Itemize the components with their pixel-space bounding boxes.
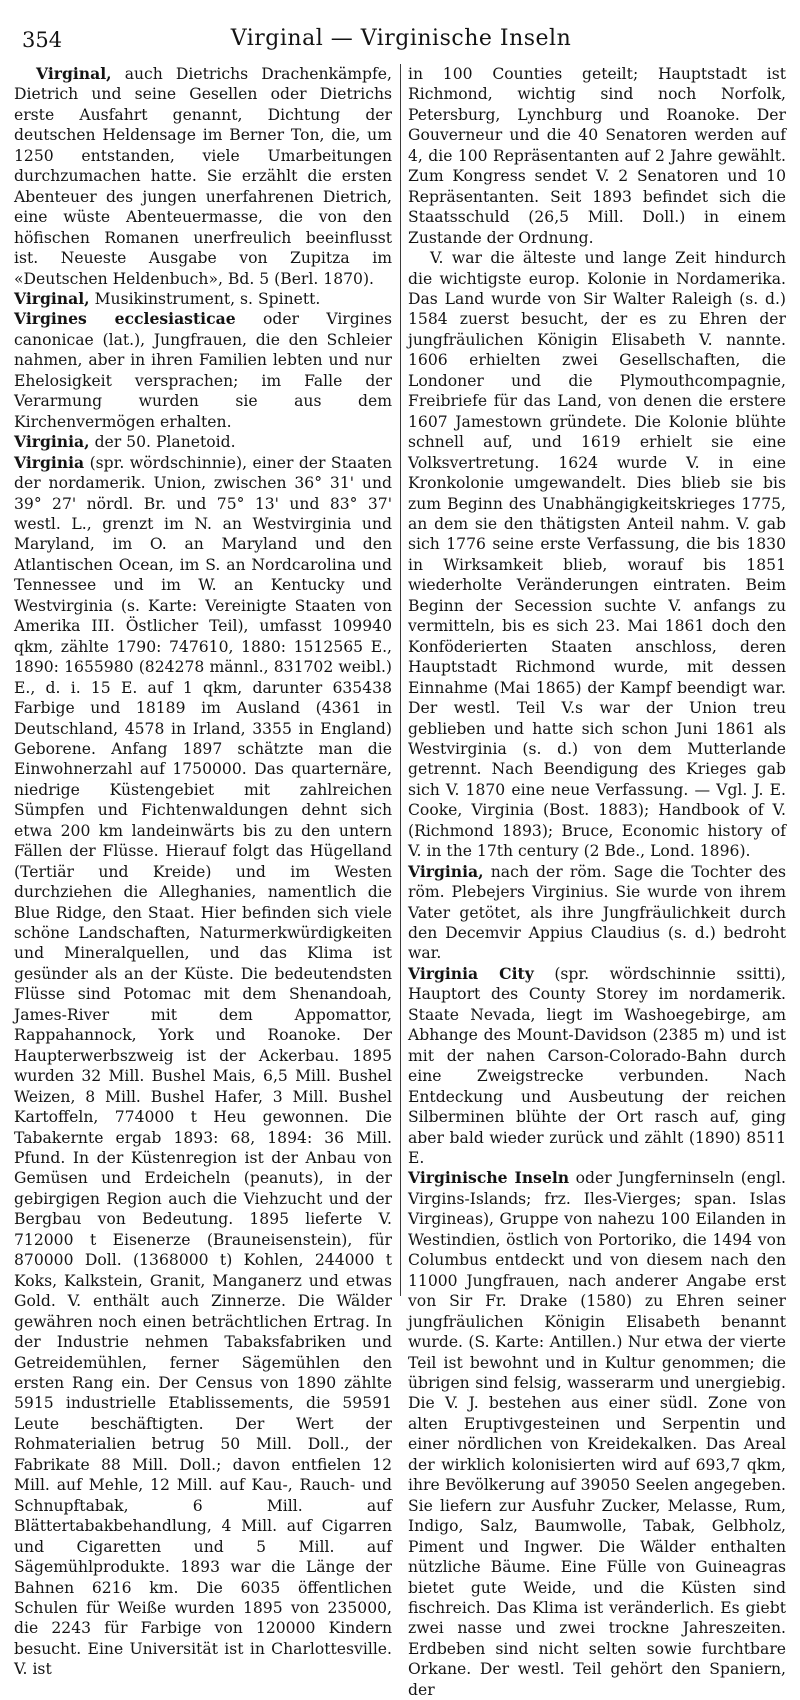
entry-virginia-history — [408, 248, 786, 862]
entry-virginia-city — [408, 964, 786, 1169]
entry-text: oder Jungferninseln (engl. Virgins-Islands; frz. Iles-Vierges; span. Islas Virgineas), Gruppe von nahezu 100 Eilanden in Westindien, östlich von Portoriko, die 1494 von Columbus entdeckt und von diesem nach den 11000 Jungfrauen, nach anderer Angabe erst von Sir Fr. Drake (1580) zu Ehren seiner jungfräulichen Königin Elisabeth benannt wurde. (S. Karte: Antillen.) Nur etwa der vierte Teil ist bewohnt und in Kultur genommen; die übrigen sind felsig, wasserarm und unergiebig. Die V. J. bestehen aus einer südl. Zone von alten Eruptivgesteinen und Serpentin und einer nördlichen von Kreidekalken. Das Areal der wirklich kolonisierten wird auf 693,7 qkm, ihre Bevölkerung auf 39050 Seelen angegeben. Sie liefern zur Ausfuhr Zucker, Melasse, Rum, Indigo, Salz, Baumwolle, Tabak, Gelbholz, Piment und Ingwer. Die Wälder enthalten nützliche Bäume. Eine Fülle von Guineagras bietet gute Weide, und die Küsten sind fischreich. Das Klima ist veränderlich. Es giebt zwei nasse und zwei trockne Jahreszeiten. Erdbeben sind nicht selten sowie furchtbare Orkane. Der westl. Teil gehört den Spaniern, der — [408, 1169, 786, 1699]
left-column — [14, 64, 392, 1679]
entry-virginal-epic — [14, 64, 392, 289]
entry-text: (spr. wördschinnie ssitti), Hauptort des County Storey im nordamerik. Staate Nevada, liegt im Washoegebirge, am Abhange des Mount-Davidson (2385 m) und ist mit der nahen Carson-Colorado-Bahn durch eine Zweigstrecke verbunden. Nach Entdeckung und Ausbeutung der reichen Silberminen blühte der Ort rasch auf, ging aber bald wieder zurück und zählt (1890) 8511 E. — [408, 964, 786, 1168]
entry-text: oder Virgines canonicae (lat.), Jungfrauen, die den Schleier nahmen, aber in ihren Familien lebten und nur Ehelosigkeit versprachen; im Falle der Verarmung wurden sie aus dem Kirchenvermögen erhalten. — [14, 310, 392, 431]
entry-virginia-state — [14, 453, 392, 1680]
entry-text: der 50. Planetoid. — [94, 433, 236, 452]
page-header — [16, 22, 786, 56]
entry-headword: Virginal, — [36, 64, 112, 83]
entry-headword: Virginische Inseln — [408, 1168, 570, 1188]
entry-headword: Virginia City — [408, 963, 534, 983]
entry-virginal-instrument — [14, 289, 392, 309]
entry-text: Musikinstrument, s. Spinett. — [94, 289, 321, 308]
entry-virginia-state-continued — [408, 64, 786, 248]
entry-virginia-legend — [408, 862, 786, 964]
entry-text: V. war die älteste und lange Zeit hindurch die wichtigste europ. Kolonie in Nordamerika. Das Land wurde von Sir Walter Raleigh (s. d.) 1584 zuerst besucht, der es zu Ehren der jungfräulichen Königin Elisabeth V. nannte. 1606 erhielten zwei Gesellschaften, die Londoner und die Plymouthcompagnie, Freibriefe für das Land, von denen die erstere 1607 Jamestown gründete. Die Kolonie blühte schnell auf, und 1619 erhielt sie eine Volksvertretung. 1624 wurde V. in eine Kronkolonie umgewandelt. Dies blieb sie bis zum Beginn des Unabhängigkeitskrieges 1775, an dem sie den thätigsten Anteil nahm. V. gab sich 1776 seine erste Verfassung, die bis 1830 in Wirksamkeit blieb, worauf bis 1851 wiederholte Veränderungen eintraten. Beim Beginn der Secession suchte V. anfangs zu vermitteln, bis es sich 23. Mai 1861 doch den Konföderierten Staaten anschloss, deren Hauptstadt Richmond wurde, mit dessen Einnahme (Mai 1865) der Kampf beendigt war. Der westl. Teil V.s war der Union treu geblieben und hatte sich schon Juni 1861 als Westvirginia (s. d.) von dem Mutterlande getrennt. Nach Beendigung des Krieges gab sich V. 1870 eine neue Verfassung. — Vgl. J. E. Cooke, Virginia (Bost. 1883); Handbook of V. (Richmond 1893); Bruce, Economic history of V. in the 17th century (2 Bde., Lond. 1896). — [408, 249, 786, 861]
entry-text: nach der röm. Sage die Tochter des röm. Plebejers Virginius. Sie wurde von ihrem Vater getötet, als ihre Jungfräulichkeit durch den Decemvir Appius Claudius (s. d.) bedroht war. — [408, 862, 786, 963]
entry-headword: Virgines ecclesiasticae — [14, 309, 236, 329]
entry-headword: Virginia, — [408, 861, 484, 881]
entry-text: in 100 Counties geteilt; Hauptstadt ist Richmond, wichtig sind noch Norfolk, Petersburg, Lynchburg und Roanoke. Der Gouverneur und die 40 Senatoren werden auf 4, die 100 Repräsentanten auf 2 Jahre gewählt. Zum Kongress sendet V. 2 Senatoren und 10 Repräsentanten. Seit 1893 befindet sich die Staatsschuld (26,5 Mill. Doll.) in einem Zustande der Ordnung. — [408, 65, 786, 247]
entry-headword: Virginal, — [14, 288, 90, 308]
column-divider — [400, 64, 401, 1296]
entry-headword: Virginia — [14, 452, 85, 472]
entry-text: auch Dietrichs Drachenkämpfe, Dietrich und seine Gesellen oder Dietrichs erste Ausfahrt genannt, Dichtung der deutschen Heldensage im Berner Ton, die, um 1250 entstanden, viele Umarbeitungen durchzumachen hatte. Sie erzählt die ersten Abenteuer des jungen unerfahrenen Dietrich, eine wüste Abenteuermasse, die von den höfischen Romanen unerfreulich beeinflusst ist. Neueste Ausgabe von Zupitza im «Deutschen Heldenbuch», Bd. 5 (Berl. 1870). — [14, 65, 392, 288]
right-column — [408, 64, 786, 1699]
entry-virginia-planetoid — [14, 432, 392, 452]
entry-virginische-inseln — [408, 1168, 786, 1700]
entry-text: (spr. wördschinnie), einer der Staaten der nordamerik. Union, zwischen 36° 31' und 39° 27' nördl. Br. und 75° 13' und 83° 37' westl. L., grenzt im N. an Westvirginia und Maryland, im O. an Maryland und den Atlantischen Ocean, im S. an Nordcarolina und Tennessee und im W. an Kentucky und Westvirginia (s. Karte: Vereinigte Staaten von Amerika III. Östlicher Teil), umfasst 109940 qkm, zählte 1790: 747610, 1880: 1512565 E., 1890: 1655980 (824278 männl., 831702 weibl.) E., d. i. 15 E. auf 1 qkm, darunter 635438 Farbige und 18189 im Ausland (4361 in Deutschland, 4578 in Irland, 3355 in England) Geborene. Anfang 1897 schätzte man die Einwohnerzahl auf 1750000. Das quarternäre, niedrige Küstengebiet mit zahlreichen Sümpfen und Fichtenwaldungen dehnt sich etwa 200 km landeinwärts bis zu den untern Fällen der Flüsse. Hierauf folgt das Hügelland (Tertiär und Kreide) und im Westen durchziehen die Alleghanies, namentlich die Blue Ridge, den Staat. Hier befinden sich viele schöne Landschaften, Naturmerkwürdigkeiten und Mineralquellen, und das Klima ist gesünder als an der Küste. Die bedeutendsten Flüsse sind Potomac mit dem Shenandoah, James-River mit dem Appomattor, Rappahannock, York und Roanoke. Der Haupterwerbszweig ist der Ackerbau. 1895 wurden 32 Mill. Bushel Mais, 6,5 Mill. Bushel Weizen, 8 Mill. Bushel Hafer, 3 Mill. Bushel Kartoffeln, 774000 t Heu gewonnen. Die Tabakernte ergab 1893: 68, 1894: 36 Mill. Pfund. In der Küstenregion ist der Anbau von Gemüsen und Erdeicheln (peanuts), in der gebirgigen Region auch die Viehzucht und der Bergbau von Bedeutung. 1895 lieferte V. 712000 t Eisenerze (Brauneisenstein), für 870000 Doll. (1368000 t) Kohlen, 244000 t Koks, Kalkstein, Granit, Manganerz und etwas Gold. V. enthält auch Zinnerze. Die Wälder gewähren noch einen beträchtlichen Ertrag. In der Industrie nehmen Tabaksfabriken und Getreidemühlen, ferner Sägemühlen den ersten Rang ein. Der Census von 1890 zählte 5915 industrielle Etablissements, die 59591 Leute beschäftigten. Der Wert der Rohmaterialien betrug 50 Mill. Doll., der Fabrikate 88 Mill. Doll.; davon entfielen 12 Mill. auf Mehle, 12 Mill. auf Kau-, Rauch- und Schnupftabak, 6 Mill. auf Blättertabakbehandlung, 4 Mill. auf Cigarren und Cigaretten und 5 Mill. auf Sägemühlprodukte. 1893 war die Länge der Bahnen 6216 km. Die 6035 öffentlichen Schulen für Weiße wurden 1895 von 235000, die 2243 für Farbige von 120000 Kindern besucht. Eine Universität ist in Charlottesville. V. ist — [14, 453, 392, 1679]
entry-virgines-ecclesiasticae — [14, 309, 392, 432]
running-head: Virginal — Virginische Inseln — [230, 26, 572, 51]
page-number: 354 — [22, 28, 63, 52]
entry-headword: Virginia, — [14, 432, 90, 452]
